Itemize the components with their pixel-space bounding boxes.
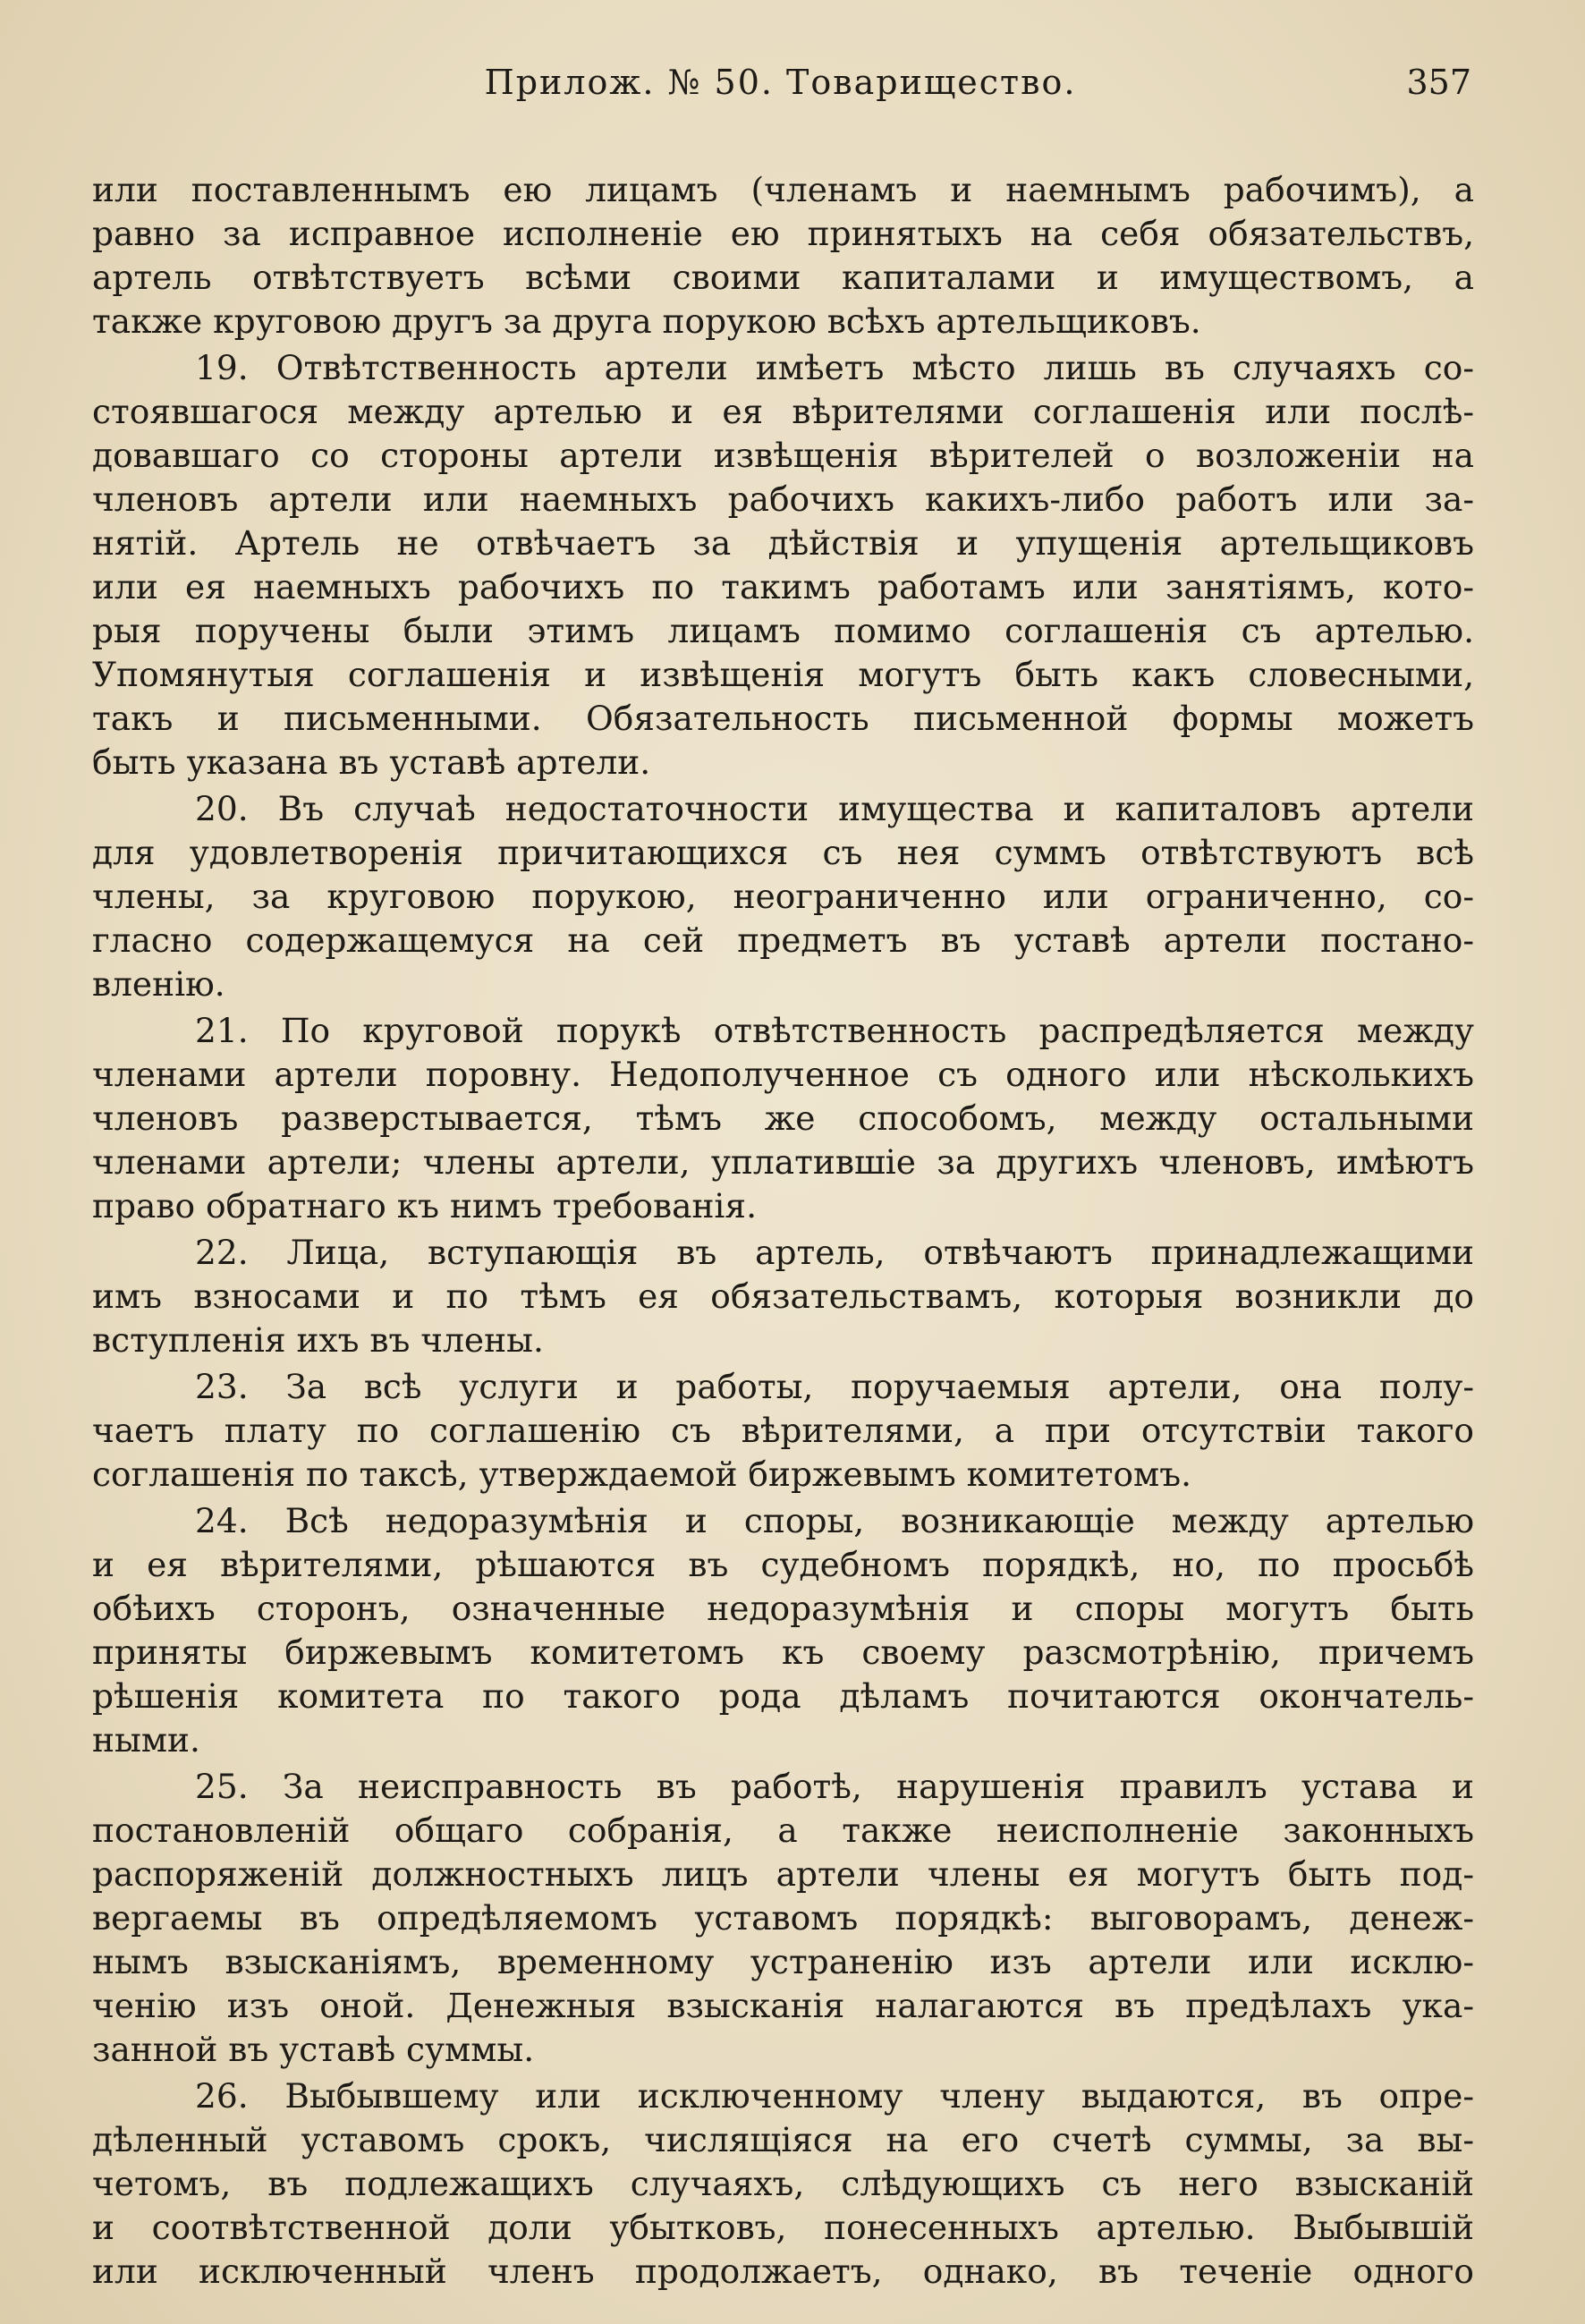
- text-line: равно за исправное исполненіе ею принятыхъ на себя обязательствъ,: [92, 214, 1474, 253]
- text-line: занной въ уставѣ суммы.: [92, 2030, 535, 2069]
- text-line: 26. Выбывшему или исключенному члену выдаются, въ опре-: [195, 2076, 1474, 2116]
- text-line: артель отвѣтствуетъ всѣми своими капиталами и имуществомъ, а: [92, 258, 1474, 297]
- text-line: четомъ, въ подлежащихъ случаяхъ, слѣдующихъ съ него взысканій: [92, 2164, 1474, 2203]
- text-line: гласно содержащемуся на сей предметъ въ уставѣ артели постано-: [92, 920, 1474, 960]
- text-line: стоявшагося между артелью и ея вѣрителями соглашенія или послѣ-: [92, 392, 1474, 431]
- text-line: обѣихъ сторонъ, означенные недоразумѣнія и споры могутъ быть: [92, 1589, 1474, 1628]
- text-line: соглашенія по таксѣ, утверждаемой биржевымъ комитетомъ.: [92, 1455, 1191, 1494]
- text-line: рѣшенія комитета по такого рода дѣламъ почитаются окончатель-: [92, 1676, 1474, 1716]
- text-line: членами артели; члены артели, уплатившіе за другихъ членовъ, имѣютъ: [92, 1142, 1474, 1182]
- text-line: члены, за круговою порукою, неограниченно или ограниченно, со-: [92, 877, 1474, 916]
- text-line: вленію.: [92, 964, 225, 1004]
- text-line: 25. За неисправность въ работѣ, нарушенія правилъ устава и: [195, 1767, 1474, 1806]
- text-line: также круговою другъ за друга порукою всѣхъ артельщиковъ.: [92, 301, 1201, 341]
- text-line: и соотвѣтственной доли убытковъ, понесенныхъ артелью. Выбывшій: [92, 2208, 1474, 2247]
- text-line: постановленій общаго собранія, а также неисполненіе законныхъ: [92, 1811, 1474, 1850]
- text-line: распоряженій должностныхъ лицъ артели члены ея могутъ быть под-: [92, 1854, 1474, 1894]
- text-line: ченію изъ оной. Денежныя взысканія налагаются въ предѣлахъ ука-: [92, 1986, 1474, 2025]
- text-line: право обратнаго къ нимъ требованія.: [92, 1186, 758, 1226]
- text-line: чаетъ плату по соглашенію съ вѣрителями, а при отсутствіи такого: [92, 1411, 1474, 1450]
- text-line: 19. Отвѣтственность артели имѣетъ мѣсто лишь въ случаяхъ со-: [195, 348, 1474, 387]
- text-line: 23. За всѣ услуги и работы, поручаемыя артели, она полу-: [195, 1367, 1474, 1406]
- text-line: членами артели поровну. Недополученное съ одного или нѣсколькихъ: [92, 1055, 1474, 1094]
- running-header: [89, 59, 1471, 113]
- page-number: 357: [1406, 63, 1471, 102]
- text-line: для удовлетворенія причитающихся съ нея суммъ отвѣтствуютъ всѣ: [92, 833, 1474, 872]
- text-line: имъ взносами и по тѣмъ ея обязательствамъ, которыя возникли до: [92, 1277, 1474, 1316]
- text-line: 21. По круговой порукѣ отвѣтственность распредѣляется между: [195, 1011, 1474, 1050]
- text-line: довавшаго со стороны артели извѣщенія вѣрителей о возложеніи на: [92, 436, 1474, 475]
- body-text: [92, 168, 1474, 2294]
- text-line: 22. Лица, вступающія въ артель, отвѣчаютъ принадлежащими: [195, 1233, 1474, 1272]
- text-line: нятій. Артель не отвѣчаетъ за дѣйствія и упущенія артельщиковъ: [92, 523, 1474, 563]
- text-line: приняты биржевымъ комитетомъ къ своему разсмотрѣнію, причемъ: [92, 1633, 1474, 1672]
- text-line: такъ и письменными. Обязательность письменной формы можетъ: [92, 699, 1474, 738]
- text-line: дѣленный уставомъ срокъ, числящіяся на его счетѣ суммы, за вы-: [92, 2120, 1474, 2159]
- text-line: 20. Въ случаѣ недостаточности имущества и капиталовъ артели: [195, 789, 1474, 828]
- text-line: вергаемы въ опредѣляемомъ уставомъ порядкѣ: выговорамъ, денеж-: [92, 1898, 1474, 1938]
- text-line: рыя поручены были этимъ лицамъ помимо соглашенія съ артелью.: [92, 611, 1474, 650]
- text-line: членовъ артели или наемныхъ рабочихъ какихъ-либо работъ или за-: [92, 479, 1474, 519]
- text-line: нымъ взысканіямъ, временному устраненію изъ артели или исклю-: [92, 1942, 1474, 1981]
- text-line: членовъ разверстывается, тѣмъ же способомъ, между остальными: [92, 1098, 1474, 1138]
- text-line: Упомянутыя соглашенія и извѣщенія могутъ быть какъ словесными,: [92, 655, 1474, 694]
- text-line: ными.: [92, 1720, 200, 1760]
- text-line: 24. Всѣ недоразумѣнія и споры, возникающіе между артелью: [195, 1501, 1474, 1540]
- text-line: или ея наемныхъ рабочихъ по такимъ работамъ или занятіямъ, кото-: [92, 567, 1474, 606]
- text-line: или поставленнымъ ею лицамъ (членамъ и наемнымъ рабочимъ), а: [92, 170, 1474, 209]
- text-line: или исключенный членъ продолжаетъ, однако, въ теченіе одного: [92, 2252, 1474, 2291]
- text-line: вступленія ихъ въ члены.: [92, 1320, 544, 1360]
- running-title: Прилож. № 50. Товарищество.: [484, 63, 1077, 102]
- text-line: быть указана въ уставѣ артели.: [92, 742, 651, 782]
- text-line: и ея вѣрителями, рѣшаются въ судебномъ порядкѣ, но, по просьбѣ: [92, 1545, 1474, 1584]
